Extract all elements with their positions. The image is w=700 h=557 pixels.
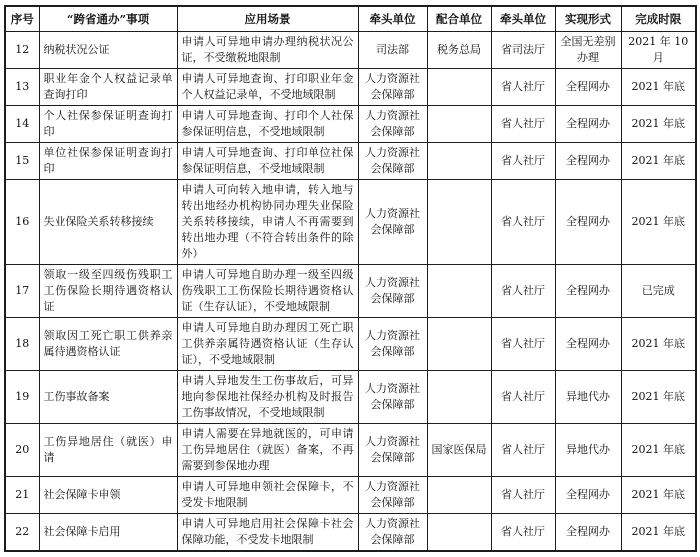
col-header-support-unit: 配合单位 xyxy=(427,6,491,32)
cell-index: 14 xyxy=(5,106,39,143)
cell-provincial-lead-unit: 省人社厅 xyxy=(491,265,555,318)
cell-item: 个人社保参保证明查询打印 xyxy=(39,106,177,143)
cell-provincial-lead-unit: 省人社厅 xyxy=(491,477,555,514)
table-row xyxy=(5,477,696,514)
cell-lead-unit: 人力资源社会保障部 xyxy=(358,514,427,552)
cell-support-unit xyxy=(427,318,491,371)
col-header-scenario: 应用场景 xyxy=(177,6,358,32)
cell-provincial-lead-unit: 省人社厅 xyxy=(491,424,555,477)
cell-implementation-form: 全程网办 xyxy=(555,265,621,318)
table-row xyxy=(5,265,696,318)
cell-implementation-form: 全国无差别办理 xyxy=(555,32,621,69)
cell-scenario: 申请人可向转入地申请，转入地与转出地经办机构协同办理失业保险关系转移接续，申请人不再需要到转出地办理（不符合转出条件的除外） xyxy=(177,180,358,265)
cell-support-unit xyxy=(427,514,491,552)
cell-support-unit: 税务总局 xyxy=(427,32,491,69)
cell-support-unit xyxy=(427,180,491,265)
table-row xyxy=(5,143,696,180)
cell-scenario: 申请人可异地自助办理一级至四级伤残职工工伤保险长期待遇资格认证（生存认证），不受地域限制 xyxy=(177,265,358,318)
cell-lead-unit: 人力资源社会保障部 xyxy=(358,318,427,371)
cell-item: 工伤事故备案 xyxy=(39,371,177,424)
cell-lead-unit: 人力资源社会保障部 xyxy=(358,424,427,477)
col-header-implementation-form: 实现形式 xyxy=(555,6,621,32)
cell-deadline: 2021 年底 xyxy=(621,371,696,424)
cell-support-unit xyxy=(427,106,491,143)
cell-scenario: 申请人异地发生工伤事故后，可异地向参保地社保经办机构及时报告工伤事故情况，不受地域限制 xyxy=(177,371,358,424)
table-row xyxy=(5,318,696,371)
cell-lead-unit: 人力资源社会保障部 xyxy=(358,180,427,265)
cell-lead-unit: 人力资源社会保障部 xyxy=(358,371,427,424)
cell-support-unit xyxy=(427,69,491,106)
cell-implementation-form: 全程网办 xyxy=(555,514,621,552)
table-row xyxy=(5,69,696,106)
cell-item: 社会保障卡申领 xyxy=(39,477,177,514)
cell-index: 20 xyxy=(5,424,39,477)
cell-item: 职业年金个人权益记录单查询打印 xyxy=(39,69,177,106)
cell-lead-unit: 人力资源社会保障部 xyxy=(358,143,427,180)
cell-provincial-lead-unit: 省司法厅 xyxy=(491,32,555,69)
col-header-index: 序号 xyxy=(5,6,39,32)
cell-item: 失业保险关系转移接续 xyxy=(39,180,177,265)
cell-deadline: 2021 年 10 月 xyxy=(621,32,696,69)
cell-lead-unit: 人力资源社会保障部 xyxy=(358,106,427,143)
table-row xyxy=(5,32,696,69)
cell-implementation-form: 全程网办 xyxy=(555,106,621,143)
cell-index: 19 xyxy=(5,371,39,424)
cell-deadline: 2021 年底 xyxy=(621,143,696,180)
col-header-lead-unit: 牵头单位 xyxy=(358,6,427,32)
cell-support-unit xyxy=(427,371,491,424)
cell-scenario: 申请人可异地申领社会保障卡，不受发卡地限制 xyxy=(177,477,358,514)
cell-deadline: 2021 年底 xyxy=(621,424,696,477)
cell-support-unit xyxy=(427,477,491,514)
cell-implementation-form: 异地代办 xyxy=(555,371,621,424)
cell-item: 纳税状况公证 xyxy=(39,32,177,69)
cell-deadline: 2021 年底 xyxy=(621,477,696,514)
cell-provincial-lead-unit: 省人社厅 xyxy=(491,371,555,424)
cell-provincial-lead-unit: 省人社厅 xyxy=(491,69,555,106)
col-header-item: “跨省通办”事项 xyxy=(39,6,177,32)
table-row xyxy=(5,514,696,552)
cell-lead-unit: 人力资源社会保障部 xyxy=(358,477,427,514)
cell-index: 21 xyxy=(5,477,39,514)
col-header-deadline: 完成时限 xyxy=(621,6,696,32)
table-body xyxy=(5,32,696,552)
cell-implementation-form: 全程网办 xyxy=(555,477,621,514)
cell-provincial-lead-unit: 省人社厅 xyxy=(491,106,555,143)
cell-lead-unit: 人力资源社会保障部 xyxy=(358,265,427,318)
cell-scenario: 申请人可异地查询、打印职业年金个人权益记录单，不受地域限制 xyxy=(177,69,358,106)
cell-item: 领取一级至四级伤残职工工伤保险长期待遇资格认证 xyxy=(39,265,177,318)
table-row xyxy=(5,371,696,424)
cell-support-unit xyxy=(427,143,491,180)
cell-scenario: 申请人可异地启用社会保障卡社会保障功能，不受发卡地限制 xyxy=(177,514,358,552)
table-row xyxy=(5,106,696,143)
cell-deadline: 2021 年底 xyxy=(621,69,696,106)
cell-index: 16 xyxy=(5,180,39,265)
cell-index: 17 xyxy=(5,265,39,318)
table-row xyxy=(5,180,696,265)
cell-deadline: 2021 年底 xyxy=(621,514,696,552)
cross-province-services-table xyxy=(4,5,697,552)
cell-index: 12 xyxy=(5,32,39,69)
cell-implementation-form: 全程网办 xyxy=(555,180,621,265)
cell-item: 工伤异地居住（就医）申请 xyxy=(39,424,177,477)
cell-support-unit xyxy=(427,265,491,318)
cell-index: 18 xyxy=(5,318,39,371)
cell-item: 领取因工死亡职工供养亲属待遇资格认证 xyxy=(39,318,177,371)
cell-provincial-lead-unit: 省人社厅 xyxy=(491,180,555,265)
cell-provincial-lead-unit: 省人社厅 xyxy=(491,514,555,552)
cell-scenario: 申请人可异地查询、打印单位社保参保证明信息，不受地域限制 xyxy=(177,143,358,180)
cell-lead-unit: 司法部 xyxy=(358,32,427,69)
cell-provincial-lead-unit: 省人社厅 xyxy=(491,318,555,371)
header-row xyxy=(5,6,696,32)
cell-implementation-form: 全程网办 xyxy=(555,318,621,371)
table-row xyxy=(5,424,696,477)
cell-item: 单位社保参保证明查询打印 xyxy=(39,143,177,180)
col-header-provincial-lead-unit: 牵头单位 xyxy=(491,6,555,32)
cell-provincial-lead-unit: 省人社厅 xyxy=(491,143,555,180)
cell-scenario: 申请人需要在异地就医的，可申请工伤异地居住（就医）备案，不再需要到参保地办理 xyxy=(177,424,358,477)
cell-deadline: 2021 年底 xyxy=(621,106,696,143)
cell-implementation-form: 异地代办 xyxy=(555,424,621,477)
cell-implementation-form: 全程网办 xyxy=(555,69,621,106)
cell-support-unit: 国家医保局 xyxy=(427,424,491,477)
cell-lead-unit: 人力资源社会保障部 xyxy=(358,69,427,106)
cell-index: 22 xyxy=(5,514,39,552)
cell-scenario: 申请人可异地申请办理纳税状况公证，不受缴税地限制 xyxy=(177,32,358,69)
cell-index: 15 xyxy=(5,143,39,180)
cell-deadline: 2021 年底 xyxy=(621,180,696,265)
cell-index: 13 xyxy=(5,69,39,106)
cell-implementation-form: 全程网办 xyxy=(555,143,621,180)
cell-deadline: 2021 年底 xyxy=(621,318,696,371)
cell-deadline: 已完成 xyxy=(621,265,696,318)
cell-scenario: 申请人可异地自助办理因工死亡职工供养亲属待遇资格认证（生存认证），不受地域限制 xyxy=(177,318,358,371)
cell-scenario: 申请人可异地查询、打印个人社保参保证明信息，不受地域限制 xyxy=(177,106,358,143)
cell-item: 社会保障卡启用 xyxy=(39,514,177,552)
